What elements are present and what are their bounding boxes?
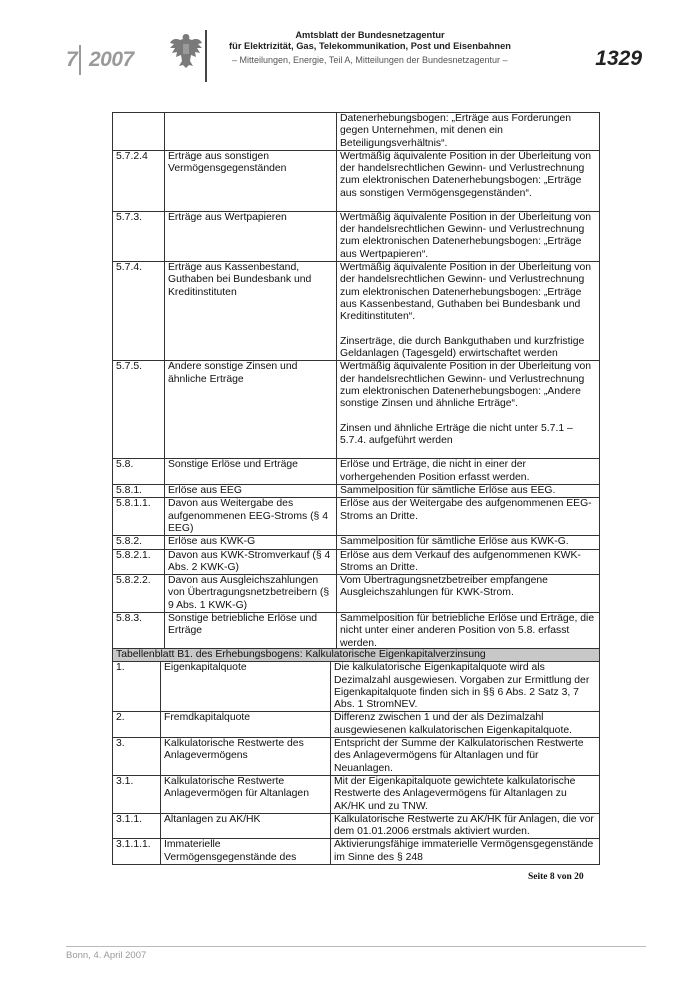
row-description: Sammelposition für sämtliche Erlöse aus EEG. bbox=[337, 485, 600, 498]
row-label: Davon aus KWK-Stromverkauf (§ 4 Abs. 2 KWK-G) bbox=[165, 549, 337, 575]
row-number: 5.7.4. bbox=[113, 262, 165, 361]
row-description: Sammelposition für betriebliche Erlöse und Erträge, die nicht unter einer anderen Position von 5.8. erfasst werden. bbox=[337, 613, 600, 651]
row-label: Kalkulatorische Restwerte Anlagevermögen für Altanlagen bbox=[161, 775, 331, 813]
row-number: 5.8.2.2. bbox=[113, 575, 165, 613]
row-number: 3. bbox=[113, 738, 161, 776]
row-label: Erträge aus Kassenbestand, Guthaben bei Bundesbank und Kreditinstituten bbox=[165, 262, 337, 361]
row-description: Wertmäßig äquivalente Position in der Überleitung von der handelsrechtlichen Gewinn- und Verlustrechnung zum elektronischen Datenerhebungsbogen: „Erträge aus sonstigen Vermögensgegenständen“. bbox=[337, 150, 600, 211]
equity-interest-table bbox=[112, 648, 600, 865]
table-row bbox=[113, 839, 600, 865]
table-row bbox=[113, 813, 600, 839]
row-number: 5.8. bbox=[113, 459, 165, 485]
row-number: 5.7.3. bbox=[113, 211, 165, 261]
table-row bbox=[113, 485, 600, 498]
row-number: 3.1. bbox=[113, 775, 161, 813]
row-number: 3.1.1. bbox=[113, 813, 161, 839]
row-label: Erlöse aus EEG bbox=[165, 485, 337, 498]
row-label: Davon aus Ausgleichszahlungen von Übertragungsnetzbetreibern (§ 9 Abs. 1 KWK-G) bbox=[165, 575, 337, 613]
page-header bbox=[0, 0, 700, 90]
row-label: Altanlagen zu AK/HK bbox=[161, 813, 331, 839]
row-label: Erlöse aus KWK-G bbox=[165, 536, 337, 549]
row-description: Kalkulatorische Restwerte zu AK/HK für Anlagen, die vor dem 01.01.2006 erstmals aktiviert wurden. bbox=[331, 813, 600, 839]
row-label: Eigenkapitalquote bbox=[161, 662, 331, 712]
row-label: Erträge aus Wertpapieren bbox=[165, 211, 337, 261]
table-row bbox=[113, 738, 600, 776]
footer-divider bbox=[66, 946, 646, 947]
table-caption: Tabellenblatt B1. des Erhebungsbogens: Kalkulatorische Eigenkapitalverzinsung bbox=[113, 649, 600, 662]
row-description: Aktivierungsfähige immaterielle Vermögensgegenstände im Sinne des § 248 bbox=[331, 839, 600, 865]
row-description: Vom Übertragungsnetzbetreiber empfangene Ausgleichszahlungen für KWK-Strom. bbox=[337, 575, 600, 613]
row-number: 5.7.2.4 bbox=[113, 150, 165, 211]
table-row bbox=[113, 262, 600, 361]
row-label: Sonstige Erlöse und Erträge bbox=[165, 459, 337, 485]
table-row bbox=[113, 361, 600, 459]
row-label: Erträge aus sonstigen Vermögensgegenständen bbox=[165, 150, 337, 211]
row-label: Andere sonstige Zinsen und ähnliche Erträge bbox=[165, 361, 337, 459]
table-row bbox=[113, 150, 600, 211]
federal-eagle-icon bbox=[168, 30, 204, 70]
row-number bbox=[113, 113, 165, 151]
row-description: Erlöse aus der Weitergabe des aufgenommenen EEG-Stroms an Dritte. bbox=[337, 498, 600, 536]
table-row bbox=[113, 498, 600, 536]
row-number: 5.7.5. bbox=[113, 361, 165, 459]
row-number: 3.1.1.1. bbox=[113, 839, 161, 865]
row-description: Datenerhebungsbogen: „Erträge aus Forderungen gegen Unternehmen, mit denen ein Beteiligungsverhältnis“. bbox=[337, 113, 600, 151]
row-label bbox=[165, 113, 337, 151]
journal-title-line1: Amtsblatt der Bundesnetzagentur bbox=[295, 30, 445, 40]
issue-number: 7 bbox=[66, 48, 78, 71]
table-row bbox=[113, 712, 600, 738]
issue-divider bbox=[79, 45, 81, 75]
row-number: 5.8.1.1. bbox=[113, 498, 165, 536]
row-description: Wertmäßig äquivalente Position in der Überleitung von der handelsrechtlichen Gewinn- und Verlustrechnung zum elektronischen Datenerhebungsbogen: „Erträge aus Kassenbestand, Guthaben bei Bundesbank und Kreditinstituten“. Zinserträge, die durch Bankguthaben und kurzfristige Geldanlagen (Tagesgeld) erwirtschaftet werden bbox=[337, 262, 600, 361]
row-label: Davon aus Weitergabe des aufgenommenen EEG-Stroms (§ 4 EEG) bbox=[165, 498, 337, 536]
row-number: 5.8.2.1. bbox=[113, 549, 165, 575]
header-divider bbox=[205, 30, 207, 82]
page-number: 1329 bbox=[595, 47, 642, 70]
table-caption-row bbox=[113, 649, 600, 662]
row-number: 5.8.1. bbox=[113, 485, 165, 498]
journal-title bbox=[220, 30, 520, 52]
row-number: 1. bbox=[113, 662, 161, 712]
table-row bbox=[113, 775, 600, 813]
row-number: 5.8.3. bbox=[113, 613, 165, 651]
row-number: 5.8.2. bbox=[113, 536, 165, 549]
row-description: Erlöse aus dem Verkauf des aufgenommenen KWK-Stroms an Dritte. bbox=[337, 549, 600, 575]
row-description: Wertmäßig äquivalente Position in der Überleitung von der handelsrechtlichen Gewinn- und Verlustrechnung zum elektronischen Datenerhebungsbogen: „Andere sonstige Zinsen und ähnliche Erträge“. Zinsen und ähnliche Erträge die nicht unter 5.7.1 – 5.7.4. aufgeführt werden bbox=[337, 361, 600, 459]
journal-subtitle: – Mitteilungen, Energie, Teil A, Mitteilungen der Bundesnetzagentur – bbox=[232, 55, 508, 65]
table-row bbox=[113, 613, 600, 651]
journal-title-line2: für Elektrizität, Gas, Telekommunikation, Post und Eisenbahnen bbox=[229, 41, 511, 51]
row-description: Erlöse und Erträge, die nicht in einer der vorhergehenden Position erfasst werden. bbox=[337, 459, 600, 485]
row-label: Immaterielle Vermögensgegenstände des bbox=[161, 839, 331, 865]
table-row bbox=[113, 113, 600, 151]
row-label: Kalkulatorische Restwerte des Anlagevermögens bbox=[161, 738, 331, 776]
row-description: Entspricht der Summe der Kalkulatorischen Restwerte des Anlagevermögens für Altanlagen und für Neuanlagen. bbox=[331, 738, 600, 776]
sheet-page-indicator: Seite 8 von 20 bbox=[528, 872, 584, 882]
table-row bbox=[113, 662, 600, 712]
positions-table bbox=[112, 112, 600, 651]
row-label: Sonstige betriebliche Erlöse und Erträge bbox=[165, 613, 337, 651]
table-row bbox=[113, 536, 600, 549]
row-description: Sammelposition für sämtliche Erlöse aus KWK-G. bbox=[337, 536, 600, 549]
table-row bbox=[113, 549, 600, 575]
table-row bbox=[113, 575, 600, 613]
row-description: Wertmäßig äquivalente Position in der Überleitung von der handelsrechtlichen Gewinn- und Verlustrechnung zum elektronischen Datenerhebungsbogen: „Erträge aus Wertpapieren“. bbox=[337, 211, 600, 261]
footer-place-date: Bonn, 4. April 2007 bbox=[66, 950, 147, 961]
issue-year: 2007 bbox=[89, 48, 134, 71]
row-description: Mit der Eigenkapitalquote gewichtete kalkulatorische Restwerte des Anlagevermögens für Altanlagen zu AK/HK und zu TNW. bbox=[331, 775, 600, 813]
row-description: Differenz zwischen 1 und der als Dezimalzahl ausgewiesenen kalkulatorischen Eigenkapitalquote. bbox=[331, 712, 600, 738]
table-row bbox=[113, 459, 600, 485]
row-description: Die kalkulatorische Eigenkapitalquote wird als Dezimalzahl ausgewiesen. Vorgaben zur Ermittlung der Eigenkapitalquote finden sich in §§ 6 Abs. 2 Satz 3, 7 Abs. 1 StromNEV. bbox=[331, 662, 600, 712]
row-label: Fremdkapitalquote bbox=[161, 712, 331, 738]
issue-label bbox=[66, 48, 134, 72]
row-number: 2. bbox=[113, 712, 161, 738]
table-row bbox=[113, 211, 600, 261]
